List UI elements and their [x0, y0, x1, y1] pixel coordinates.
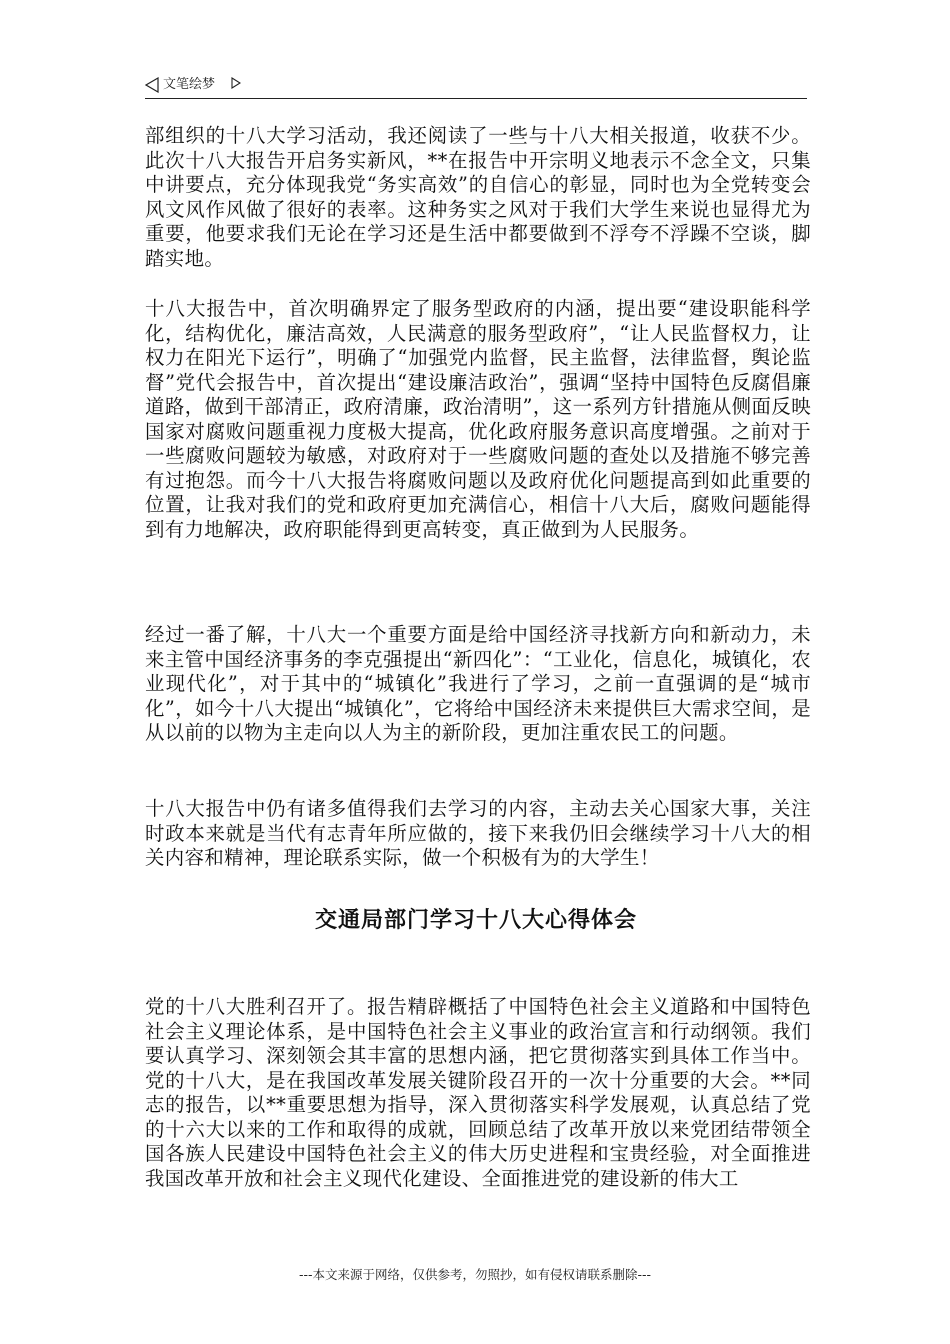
section-paragraph: 党的十八大胜利召开了。报告精辟概括了中国特色社会主义道路和中国特色社会主义理论体系，是中国特色社会主义事业的政治宣言和行动纲领。我们要认真学习、深刻领会其丰富的思想内涵，把它贯彻落实到具体工作当中。党的十八大，是在我国改革发展关键阶段召开的一次十分重要的大会。**同志的报告，以**重要思想为指导，深入贯彻落实科学发展观，认真总结了党的十六大以来的工作和取得的成就，回顾总结了改革开放以来党团结带领全国各族人民建设中国特色社会主义的伟大历史进程和宝贵经验，对全面推进我国改革开放和社会主义现代化建设、全面推进党的建设新的伟大工	[145, 995, 811, 1190]
header-divider	[145, 98, 807, 99]
triangle-right-icon	[231, 77, 241, 89]
section-title: 交通局部门学习十八大心得体会	[314, 908, 637, 933]
body-paragraph-3: 经过一番了解，十八大一个重要方面是给中国经济寻找新方向和新动力，未来主管中国经济事务的李克强提出“新四化”：“工业化，信息化，城镇化，农业现代化”，对于其中的“城镇化”我进行了学习，之前一直强调的是“城市化”，如今十八大提出“城镇化”，它将给中国经济未来提供巨大需求空间，是从以前的以物为主走向以人为主的新阶段，更加注重农民工的问题。	[145, 623, 811, 744]
body-paragraph-4: 十八大报告中仍有诸多值得我们去学习的内容，主动去关心国家大事，关注时政本来就是当代有志青年所应做的，接下来我仍旧会继续学习十八大的相关内容和精神，理论联系实际，做一个积极有为的大学生！	[145, 797, 811, 869]
page-footer: ---本文来源于网络，仅供参考，勿照抄，如有侵权请联系删除---	[298, 1267, 652, 1282]
page-header	[145, 74, 807, 98]
body-paragraph-2: 十八大报告中，首次明确界定了服务型政府的内涵，提出要“建设职能科学化，结构优化，廉洁高效，人民满意的服务型政府”，“让人民监督权力，让权力在阳光下运行”，明确了“加强党内监督，民主监督，法律监督，舆论监督”党代会报告中，首次提出“建设廉洁政治”，强调“坚持中国特色反腐倡廉道路，做到干部清正，政府清廉，政治清明”，这一系列方针措施从侧面反映国家对腐败问题重视力度极大提高，优化政府服务意识高度增强。之前对于一些腐败问题较为敏感，对政府对于一些腐败问题的查处以及措施不够完善有过抱怨。而今十八大报告将腐败问题以及政府优化问题提高到如此重要的位置，让我对我们的党和政府更加充满信心，相信十八大后，腐败问题能得到有力地解决，政府职能得到更高转变，真正做到为人民服务。	[145, 297, 811, 541]
triangle-left-icon	[145, 77, 159, 93]
header-title: 文笔绘梦	[163, 77, 216, 92]
body-paragraph-1: 部组织的十八大学习活动，我还阅读了一些与十八大相关报道，收获不少。此次十八大报告开启务实新风，**在报告中开宗明义地表示不念全文，只集中讲要点，充分体现我党“务实高效”的自信心的彰显，同时也为全党转变会风文风作风做了很好的表率。这种务实之风对于我们大学生来说也显得尤为重要，他要求我们无论在学习还是生活中都要做到不浮夸不浮躁不空谈，脚踏实地。	[145, 124, 811, 270]
